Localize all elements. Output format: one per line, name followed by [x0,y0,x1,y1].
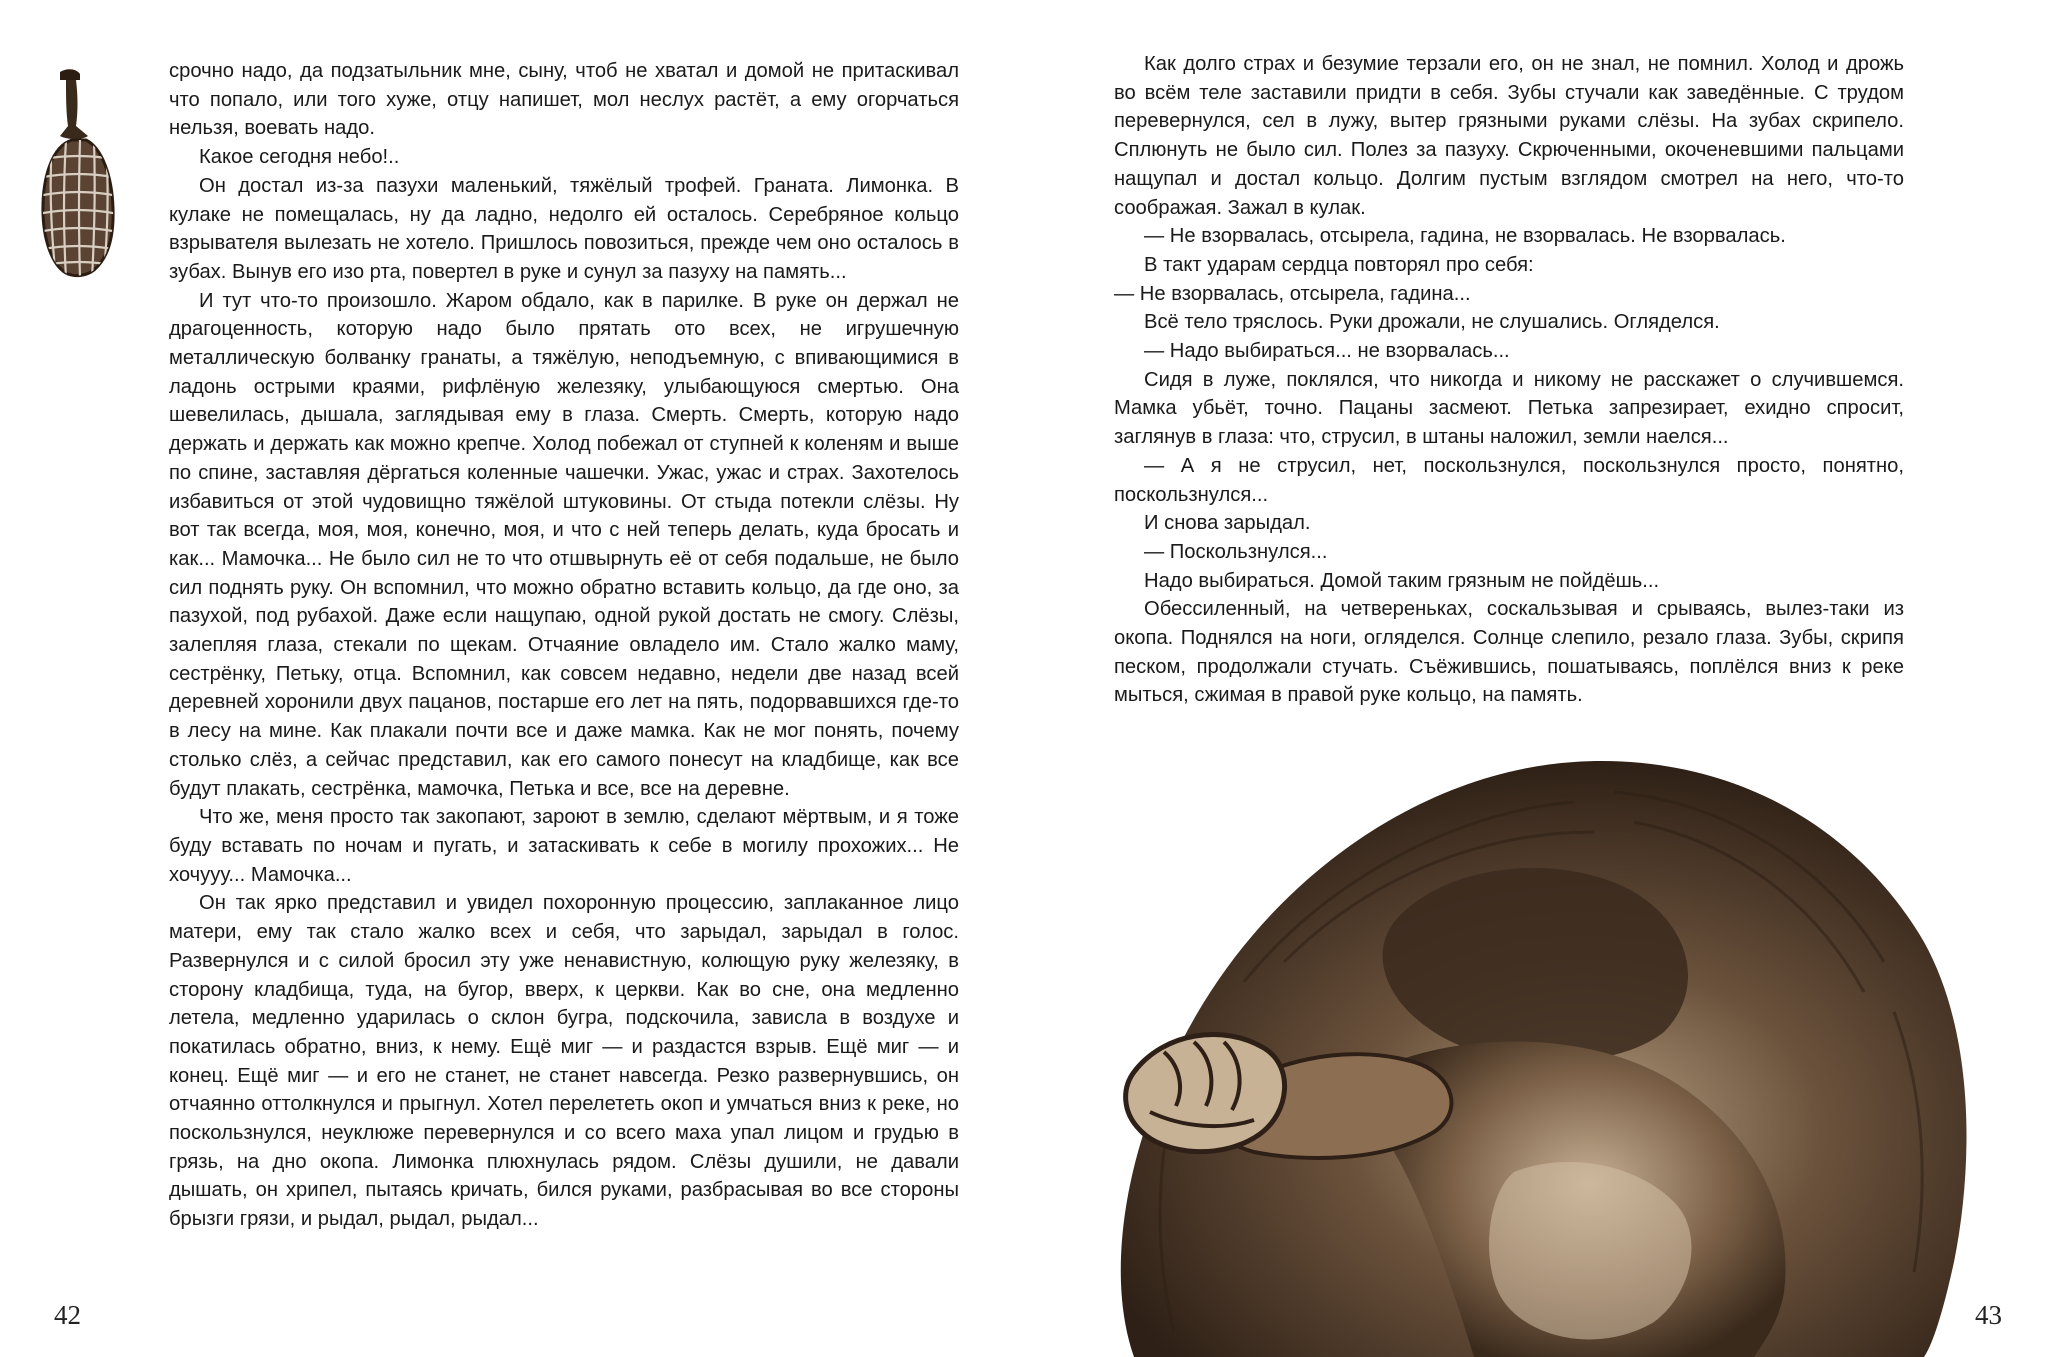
paragraph: — А я не струсил, нет, поскользнулся, поскользнулся просто, понятно, поскользнулся... [1114,454,1904,506]
paragraph: И тут что-то произошло. Жаром обдало, как в парилке. В руке он держал не драгоценность, которую надо было прятать ото всех, не игрушечную металлическую болванку гранаты, а тяжёлую, неподъемную, с впивающимися в ладонь острыми краями, рифлёную железяку, улыбающуюся смертью. Она шевелилась, дышала, заглядывая ему в глаза. Смерть. Смерть, которую надо держать и держать как можно крепче. Холод побежал от ступней к коленям и выше по спине, заставляя дёргаться коленные чашечки. Ужас, ужас и страх. Захотелось избавиться от этой чудовищно тяжёлой штуковины. От стыда потекли слёзы. Ну вот так всегда, моя, моя, конечно, моя, и что с ней теперь делать, куда бросать и как... Мамочка... Не было сил не то что отшвырнуть её от себя подальше, не было сил поднять руку. Он вспомнил, что можно обратно вставить кольцо, да где оно, за пазухой, под рубахой. Даже если нащупаю, одной рукой достать не смогу. Слёзы, залепляя глаза, стекали по щекам. Отчаяние овладело им. Стало жалко маму, сестрёнку, Петьку, отца. Вспомнил, как совсем недавно, недели две назад всей деревней хоронили двух пацанов, постарше его лет на пять, подорвавшихся где-то в лесу на мине. Как плакали почти все и даже мамка. Как не мог понять, почему столько слёз, а сейчас представил, как его самого понесут на кладбище, как все будут плакать, сестрёнка, мамочка, Петька и все, все на деревне. [169,289,959,800]
left-page-text [169,57,959,1234]
paragraph: В такт ударам сердца повторял про себя: [1144,253,1534,276]
page-number: 42 [54,1300,81,1330]
paragraph: Обессиленный, на четвереньках, соскальзывая и срываясь, вылез-таки из окопа. Поднялся на ноги, огляделся. Солнце слепило, резало глаза. Зубы, скрипя песком, продолжали стучать. Съёжившись, пошатываясь, поплёлся вниз к реке мыться, сжимая в правой руке кольцо, на память. [1114,598,1904,707]
paragraph: Он достал из-за пазухи маленький, тяжёлый трофей. Граната. Лимонка. В кулаке не помещалась, ну да ладно, недолго ей осталось. Серебряное кольцо взрывателя вылезать не хотело. Пришлось повозиться, прежде чем оно осталось в зубах. Вынув его изо рта, повертел в руке и сунул за пазуху на память... [169,174,959,283]
paragraph: Надо выбираться. Домой таким грязным не пойдёшь... [1144,569,1660,592]
page-number: 43 [1975,1300,2002,1330]
paragraph: Как долго страх и безумие терзали его, он не знал, не помнил. Холод и дрожь во всём теле заставили придти в себя. Зубы стучали как заведённые. С трудом перевернулся, сел в лужу, вытер грязными руками слёзы. На зубах скрипело. Сплюнуть не было сил. Полез за пазуху. Скрюченными, окоченевшими пальцами нащупал и достал кольцо. Долгим пустым взглядом смотрел на него, что-то соображая. Зажал в кулак. [1114,53,1904,219]
grenade-icon [20,66,130,286]
paragraph: — Не взорвалась, отсырела, гадина, не взорвалась. Не взорвалась. [1144,225,1786,248]
paragraph: — Надо выбираться... не взорвалась... [1144,340,1510,363]
paragraph: — Поскользнулся... [1144,540,1328,563]
paragraph: срочно надо, да подзатыльник мне, сыну, чтоб не хватал и домой не притаскивал что попало, или того хуже, отцу напишет, мол неслух растёт, а ему огорчаться нельзя, воевать надо. [169,60,959,140]
right-page [1024,0,2048,1357]
curled-figure-icon [1094,732,1984,1357]
paragraph: Всё тело тряслось. Руки дрожали, не слушались. Огляделся. [1144,311,1720,334]
paragraph: Сидя в луже, поклялся, что никогда и никому не расскажет о случившемся. Мамка убьёт, точно. Пацаны засмеют. Петька запрезирает, ехидно спросит, заглянув в глаза: что, струсил, в штаны наложил, земли наелся... [1114,368,1904,449]
paragraph: Какое сегодня небо!.. [199,146,400,169]
paragraph: Он так ярко представил и увидел похоронную процессию, заплаканное лицо матери, ему так стало жалко всех и себя, что зарыдал, зарыдал в голос. Развернулся и с силой бросил эту уже ненавистную, колющую руку железяку, в сторону кладбища, туда, на бугор, вверх, к церкви. Как во сне, она медленно летела, медленно ударилась о склон бугра, подскочила, зависла в воздухе и покатилась обратно, вниз, к нему. Ещё миг — и раздастся взрыв. Ещё миг — и конец. Ещё миг — и его не станет, не станет навсегда. Резко развернувшись, он отчаянно оттолкнулся и прыгнул. Хотел перелететь окоп и умчаться вниз к реке, но поскользнулся, неуклюже перевернулся и со всего маха упал лицом и грудью в грязь, на дно окопа. Лимонка плюхнулась рядом. Слёзы душили, не давали дышать, он хрипел, пытаясь кричать, бился руками, разбрасывая во все стороны брызги грязи, и рыдал, рыдал, рыдал... [169,892,959,1231]
paragraph: — Не взорвалась, отсырела, гадина... [1114,282,1471,305]
paragraph: Что же, меня просто так закопают, зароют в землю, сделают мёртвым, и я тоже буду вставать по ночам и пугать, и затаскивать к себе в могилу прохожих... Не хочууу... Мамочка... [169,806,959,886]
right-page-text [1114,50,1904,710]
paragraph: И снова зарыдал. [1144,512,1311,535]
